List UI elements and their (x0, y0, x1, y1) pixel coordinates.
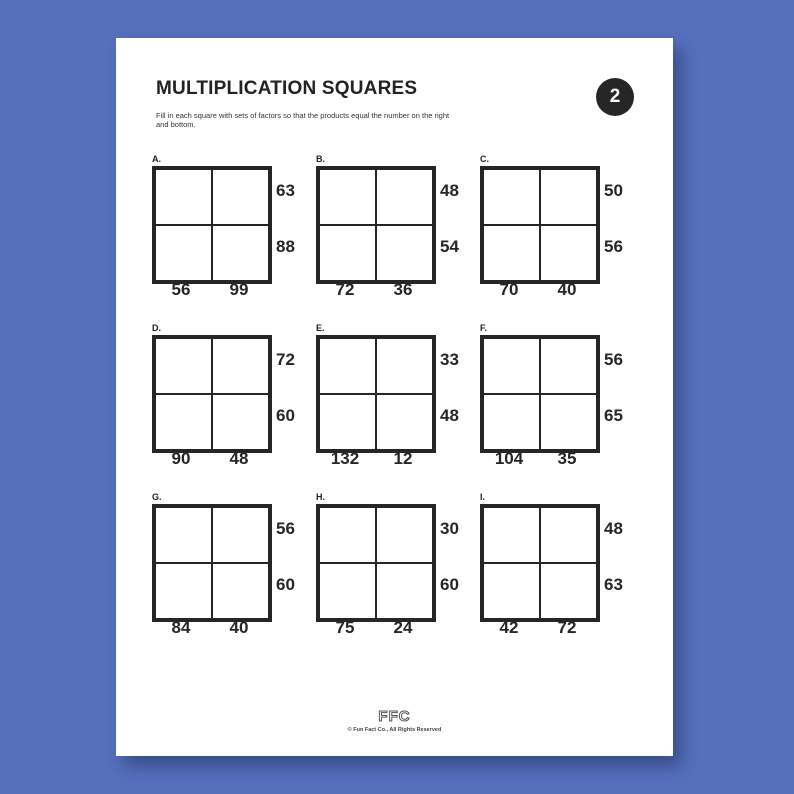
factor-square (152, 166, 272, 284)
right-product: 88 (276, 237, 295, 256)
answer-cell[interactable] (376, 169, 433, 225)
answer-cell[interactable] (155, 563, 212, 619)
ffc-logo: FFC (378, 708, 411, 725)
right-product: 72 (276, 350, 295, 369)
bottom-product: 70 (499, 280, 519, 299)
bottom-product: 48 (229, 449, 249, 468)
factor-square (152, 335, 272, 453)
problem-label: E. (316, 323, 325, 333)
answer-cell[interactable] (212, 394, 269, 450)
right-product: 56 (604, 350, 623, 369)
answer-cell[interactable] (319, 394, 376, 450)
worksheet-page (116, 38, 673, 756)
answer-cell[interactable] (155, 225, 212, 281)
problem-label: B. (316, 154, 325, 164)
factor-square (480, 166, 600, 284)
problem-label: C. (480, 154, 489, 164)
answer-cell[interactable] (483, 169, 540, 225)
right-product: 30 (440, 519, 459, 538)
right-product: 56 (276, 519, 295, 538)
bottom-product: 36 (393, 280, 413, 299)
right-product: 60 (276, 406, 295, 425)
bottom-product: 99 (229, 280, 249, 299)
answer-cell[interactable] (540, 169, 597, 225)
answer-cell[interactable] (155, 169, 212, 225)
copyright-text: © Fun Fact Co., All Rights Reserved (347, 727, 442, 733)
bottom-product: 104 (494, 449, 524, 468)
bottom-product: 56 (171, 280, 191, 299)
bottom-product: 40 (557, 280, 577, 299)
answer-cell[interactable] (212, 563, 269, 619)
right-product: 63 (276, 181, 295, 200)
factor-square (316, 166, 436, 284)
problem-label: A. (152, 154, 161, 164)
page-number-badge: 2 (596, 78, 634, 116)
bottom-product: 84 (171, 618, 191, 637)
answer-cell[interactable] (540, 338, 597, 394)
answer-cell[interactable] (319, 338, 376, 394)
factor-square (480, 335, 600, 453)
right-product: 65 (604, 406, 623, 425)
bottom-product: 72 (335, 280, 355, 299)
bottom-product: 72 (557, 618, 577, 637)
answer-cell[interactable] (319, 169, 376, 225)
answer-cell[interactable] (155, 338, 212, 394)
right-product: 48 (440, 181, 459, 200)
bottom-product: 12 (393, 449, 413, 468)
answer-cell[interactable] (483, 338, 540, 394)
answer-cell[interactable] (376, 338, 433, 394)
answer-cell[interactable] (212, 507, 269, 563)
worksheet-title: MULTIPLICATION SQUARES (156, 78, 418, 99)
answer-cell[interactable] (376, 394, 433, 450)
answer-cell[interactable] (483, 507, 540, 563)
right-product: 48 (440, 406, 459, 425)
factor-square (316, 335, 436, 453)
problem-label: F. (480, 323, 488, 333)
factor-square (152, 504, 272, 622)
factor-square (316, 504, 436, 622)
answer-cell[interactable] (319, 225, 376, 281)
answer-cell[interactable] (376, 563, 433, 619)
answer-cell[interactable] (319, 507, 376, 563)
answer-cell[interactable] (540, 225, 597, 281)
right-product: 48 (604, 519, 623, 538)
answer-cell[interactable] (376, 507, 433, 563)
answer-cell[interactable] (376, 225, 433, 281)
answer-cell[interactable] (212, 169, 269, 225)
bottom-product: 90 (171, 449, 191, 468)
answer-cell[interactable] (212, 225, 269, 281)
answer-cell[interactable] (540, 394, 597, 450)
answer-cell[interactable] (319, 563, 376, 619)
right-product: 54 (440, 237, 459, 256)
right-product: 33 (440, 350, 459, 369)
bottom-product: 40 (229, 618, 249, 637)
problem-label: H. (316, 492, 325, 502)
bottom-product: 24 (393, 618, 413, 637)
right-product: 60 (440, 575, 459, 594)
bottom-product: 132 (330, 449, 360, 468)
factor-square (480, 504, 600, 622)
problem-label: D. (152, 323, 161, 333)
right-product: 60 (276, 575, 295, 594)
right-product: 63 (604, 575, 623, 594)
answer-cell[interactable] (483, 394, 540, 450)
answer-cell[interactable] (483, 563, 540, 619)
bottom-product: 35 (557, 449, 577, 468)
answer-cell[interactable] (540, 563, 597, 619)
instructions-text: Fill in each square with sets of factors so that the products equal the number on the right and bottom. (156, 111, 450, 129)
right-product: 50 (604, 181, 623, 200)
bottom-product: 42 (499, 618, 519, 637)
right-product: 56 (604, 237, 623, 256)
bottom-product: 75 (335, 618, 355, 637)
answer-cell[interactable] (483, 225, 540, 281)
answer-cell[interactable] (212, 338, 269, 394)
answer-cell[interactable] (540, 507, 597, 563)
problem-label: I. (480, 492, 486, 502)
answer-cell[interactable] (155, 507, 212, 563)
problem-label: G. (152, 492, 162, 502)
answer-cell[interactable] (155, 394, 212, 450)
